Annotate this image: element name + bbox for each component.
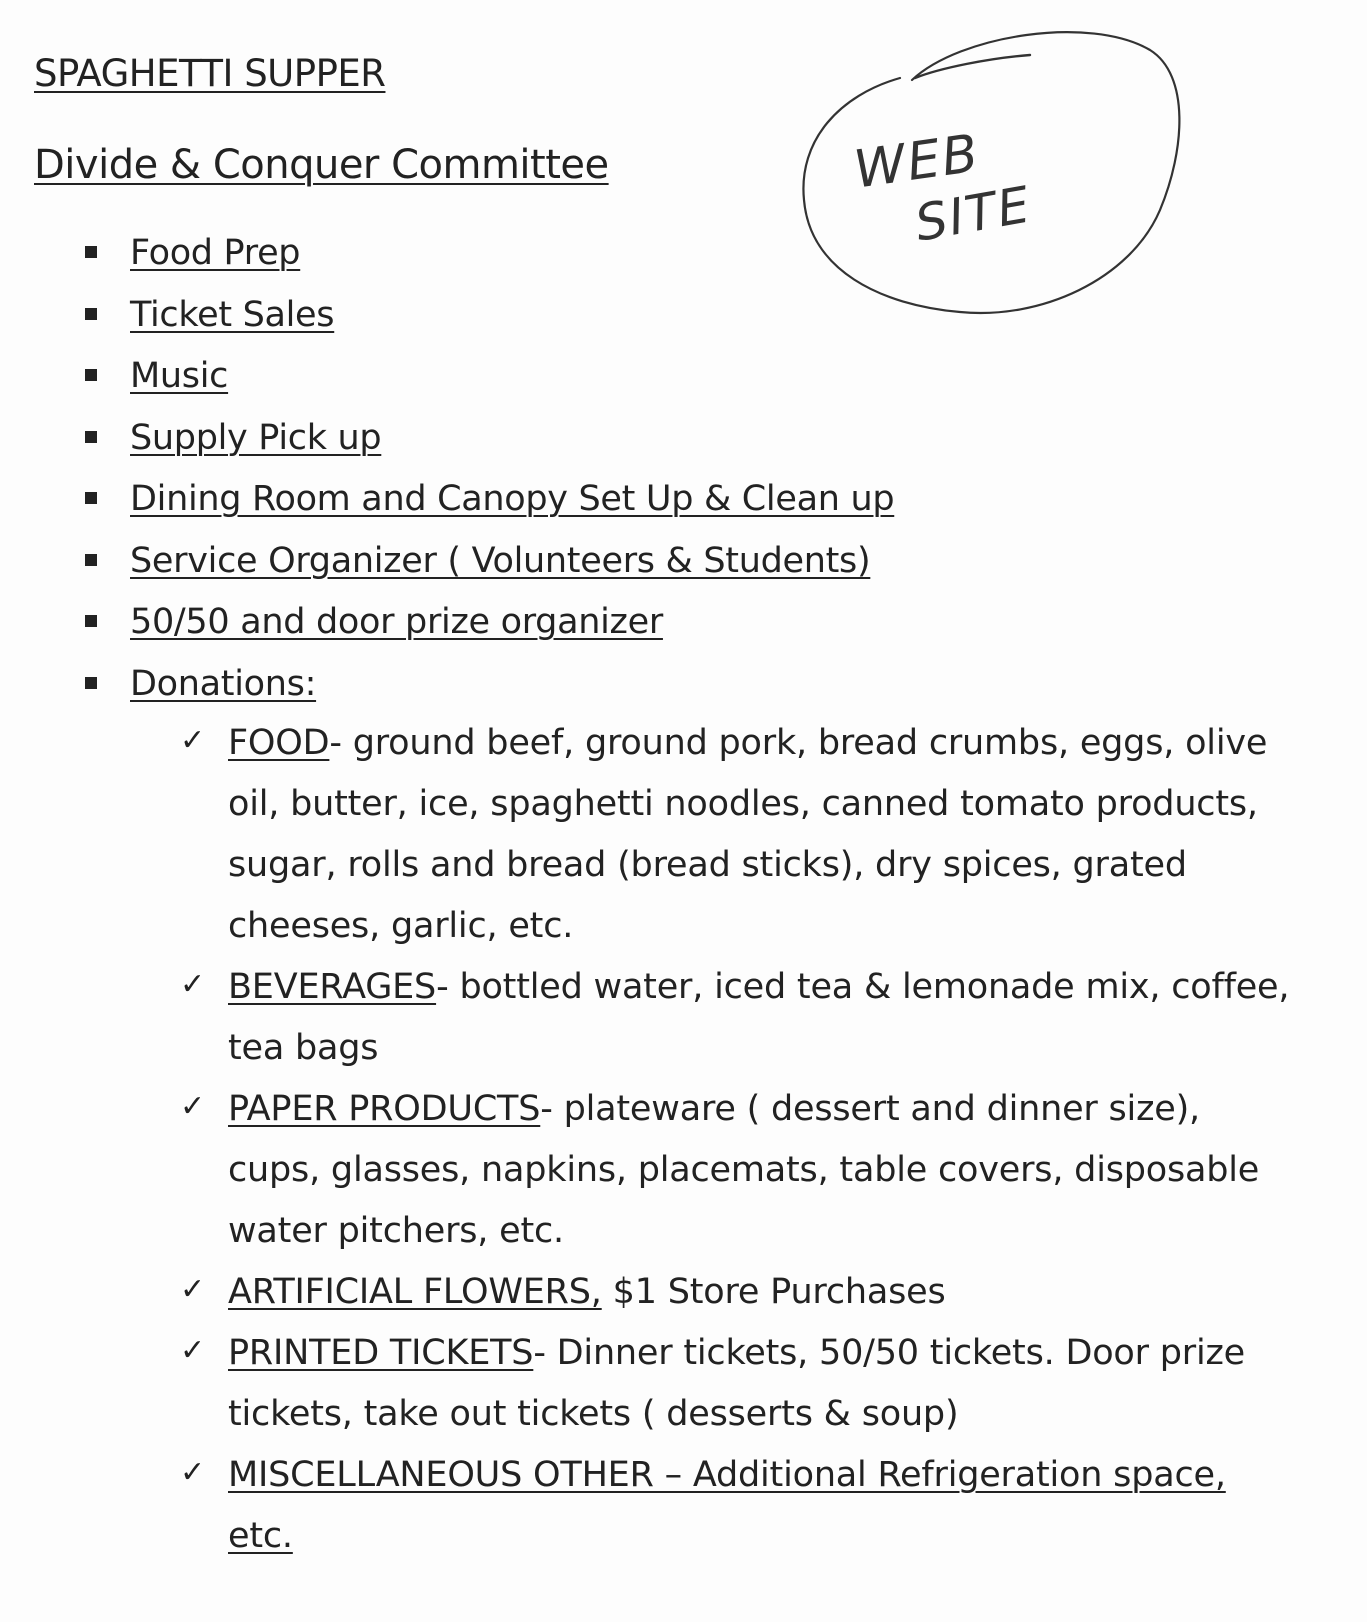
donation-heading: BEVERAGES (228, 967, 437, 1007)
list-item (0, 536, 894, 598)
checkmark-icon: ✓ (180, 723, 205, 758)
annotation-line-2: SITE (910, 175, 1036, 253)
list-item (0, 351, 894, 413)
donation-heading: ARTIFICIAL FLOWERS, (228, 1272, 602, 1312)
committee-label: Supply Pick up (130, 417, 382, 458)
list-item (0, 597, 894, 659)
committee-label: 50/50 and door prize organizer (130, 602, 663, 642)
document-title: SPAGHETTI SUPPER (34, 52, 386, 95)
donation-separator: - (329, 723, 353, 763)
donation-item (0, 1445, 1298, 1567)
committee-label: Service Organizer ( Volunteers & Students) (130, 540, 871, 581)
checkmark-icon: ✓ (180, 1089, 205, 1124)
checkmark-icon: ✓ (180, 1333, 205, 1368)
list-item (0, 228, 894, 290)
square-bullet-icon (85, 677, 97, 689)
square-bullet-icon (85, 615, 97, 627)
donation-separator: - (540, 1089, 564, 1129)
committee-label: Music (130, 356, 229, 396)
donation-list (0, 713, 1367, 1567)
donation-separator (602, 1272, 613, 1312)
checkmark-icon: ✓ (180, 1272, 205, 1307)
donation-text: bottled water, iced tea & lemonade mix, coffee, tea bags (228, 967, 1290, 1068)
list-item (0, 413, 894, 475)
donation-heading: PRINTED TICKETS (228, 1333, 534, 1373)
committee-label: Donations: (130, 663, 317, 704)
donation-text: $1 Store Purchases (612, 1272, 946, 1312)
committee-label: Dining Room and Canopy Set Up & Clean up (130, 479, 895, 519)
committee-list (0, 228, 894, 720)
document-subtitle: Divide & Conquer Committee (34, 142, 609, 188)
circle-scribble-icon (790, 20, 1190, 330)
donation-text: ground beef, ground pork, bread crumbs, eggs, olive oil, butter, ice, spaghetti noodles, canned tomato products, sugar, rolls and bread (bread sticks), dry spices, grated cheeses, garlic, etc. (228, 723, 1268, 946)
donation-heading: FOOD (228, 723, 330, 763)
list-item (0, 290, 894, 352)
handwritten-annotation (790, 20, 1190, 330)
donation-text: Dinner tickets, 50/50 tickets. Door prize tickets, take out tickets ( desserts & soup) (228, 1333, 1245, 1434)
donation-item (0, 957, 1298, 1079)
donation-item (0, 1262, 1298, 1323)
square-bullet-icon (85, 492, 97, 504)
square-bullet-icon (85, 246, 97, 258)
annotation-line-1: WEB (850, 123, 984, 201)
donation-heading: PAPER PRODUCTS (228, 1089, 541, 1129)
checkmark-icon: ✓ (180, 967, 205, 1002)
committee-label: Food Prep (130, 233, 301, 273)
square-bullet-icon (85, 308, 97, 320)
donation-text: plateware ( dessert and dinner size), cups, glasses, napkins, placemats, table covers, disposable water pitchers, etc. (228, 1089, 1260, 1251)
donation-item (0, 713, 1298, 957)
list-item (0, 659, 894, 721)
square-bullet-icon (85, 369, 97, 381)
checkmark-icon: ✓ (180, 1455, 205, 1490)
donation-separator: - (533, 1333, 557, 1373)
donation-heading: MISCELLANEOUS OTHER – Additional Refrigeration space, etc. (228, 1455, 1226, 1556)
donation-item (0, 1323, 1298, 1445)
square-bullet-icon (85, 554, 97, 566)
square-bullet-icon (85, 431, 97, 443)
list-item (0, 474, 894, 536)
donation-item (0, 1079, 1298, 1262)
committee-label: Ticket Sales (130, 294, 335, 335)
donation-separator: - (436, 967, 460, 1007)
